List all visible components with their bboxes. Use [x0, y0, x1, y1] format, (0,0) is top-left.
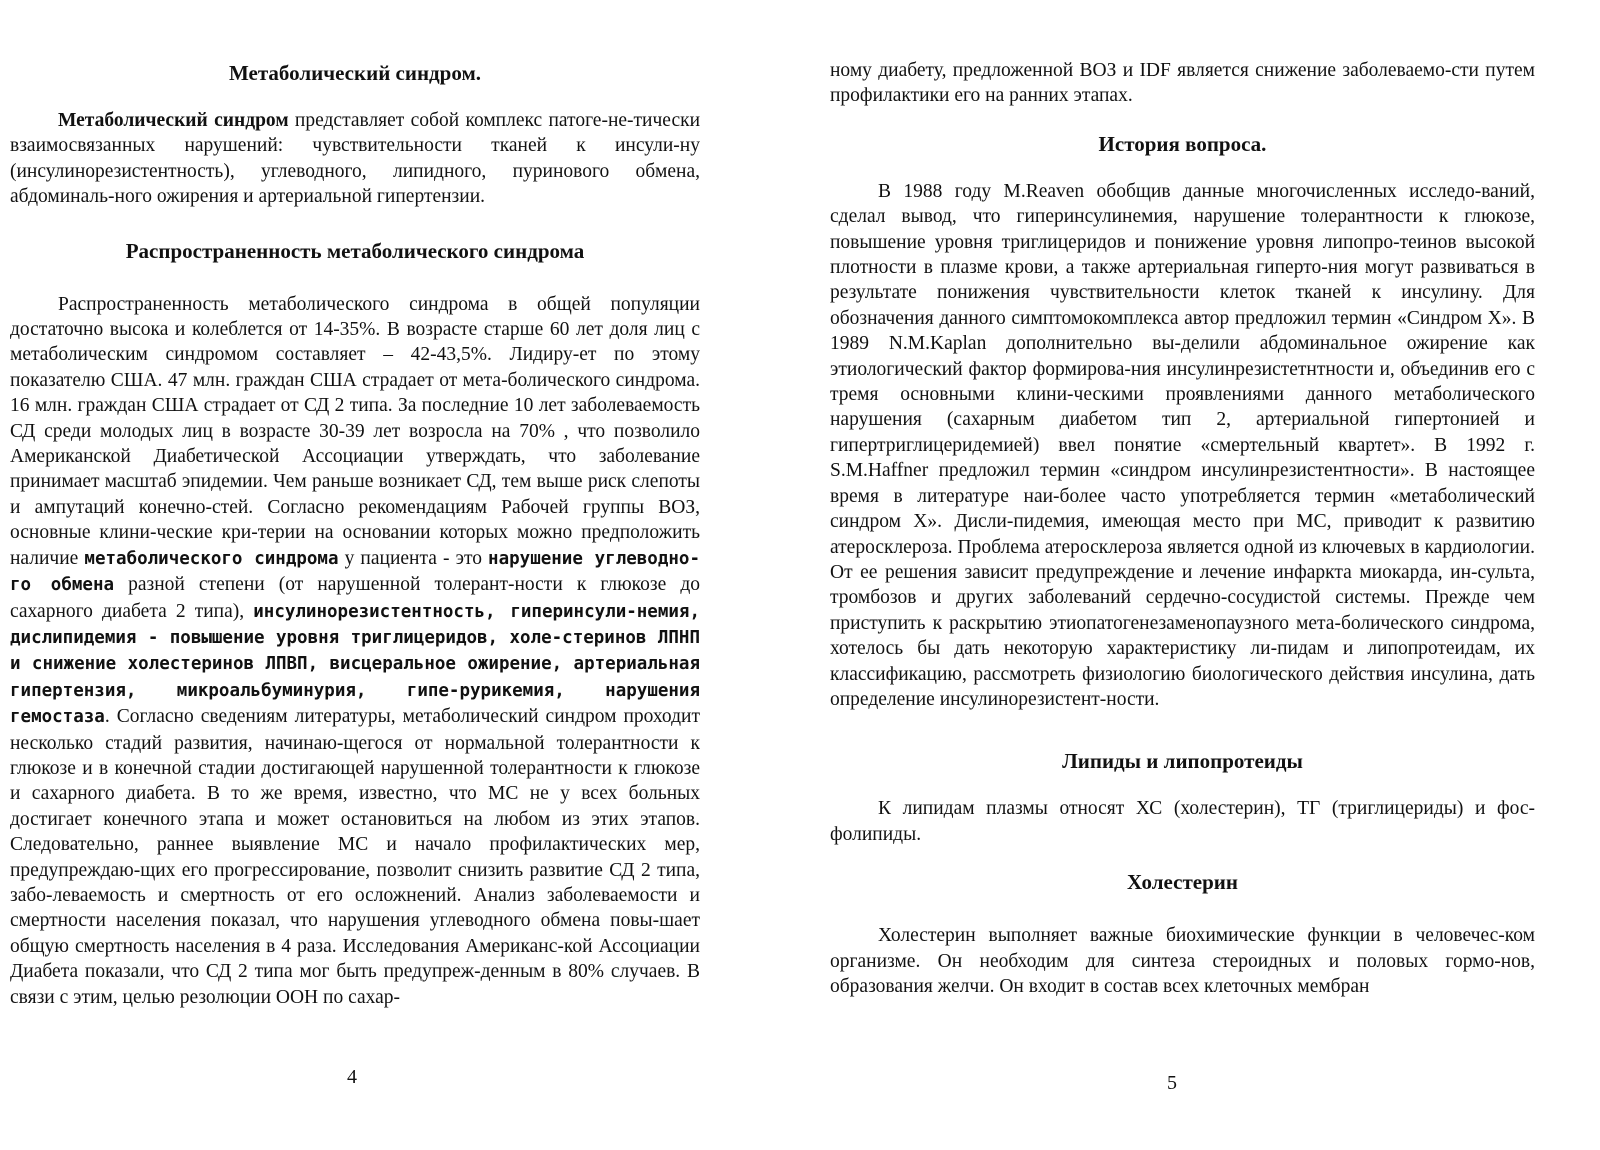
section-title-cholesterol: Холестерин	[1127, 870, 1238, 895]
paragraph-text: разной степени (от нарушенной толерант-ности к глюкозе до сахарного диабета 2 типа),	[10, 574, 701, 622]
paragraph-continuation: ному диабету, предложенной ВОЗ и IDF является снижение заболеваемо-сти путем профилактики его на ранних этапах.	[830, 60, 1535, 107]
paragraph-prevalence	[10, 292, 700, 1010]
bold-term: метаболического синдрома	[84, 548, 339, 569]
right-page	[830, 0, 1535, 1150]
section-title-prevalence: Распространенность метаболического синдрома	[125, 238, 585, 263]
bold-term: нарушение углеводно-го обмена	[10, 548, 700, 596]
term-bold: Метаболический синдром	[58, 110, 289, 131]
page-number: 5	[1167, 1072, 1177, 1094]
paragraph-text: Распространенность метаболического синдрома в общей популяции достаточно высока и колеблется от 14-35%. В возрасте старше 60 лет доля лиц с метаболическим синдромом составляет – 42-43,5%. Лидиру-ет по этому показателю США. 47 млн. граждан США страдает от мета-болического синдрома. 16 млн. граждан США страдает от СД 2 типа. За последние 10 лет заболеваемость СД среди молодых лиц в возрасте 30-39 лет возросла на 70% , что позволило Американской Диабетической Ассоциации утверждать, что заболевание принимает масштаб эпидемии. Чем раньше возникает СД, тем выше риск слепоты и ампутаций конечно-стей. Согласно рекомендациям Рабочей группы ВОЗ, основные клини-ческие кри-терии на основании которых можно предположить наличие	[10, 293, 700, 569]
section-title-history: История вопроса.	[1098, 131, 1267, 156]
page-number: 4	[347, 1066, 357, 1088]
paragraph-text: у пациента - это	[338, 547, 489, 569]
paragraph-definition	[10, 108, 700, 210]
paragraph-text: представляет собой комплекс патоге-не-тически взаимосвязанных нарушений: чувствительности тканей к инсули-ну (инсулинорезистентность), углеводного, липидного, пуринового обмена, абдоминаль-ного ожирения и артериальной гипертензии.	[10, 110, 701, 208]
left-page	[10, 0, 700, 1150]
bold-criteria-list: инсулинорезистентность, гиперинсули-немия, дислипидемия - повышение уровня триглицеридов, холе-стеринов ЛПНП и снижение холестеринов ЛПВП, висцеральное ожирение, артериальная гипертензия, микроальбуминурия, гипе-рурикемия, нарушения гемостаза	[10, 601, 700, 728]
section-title-metabolic-syndrome: Метаболический синдром.	[228, 61, 482, 85]
section-title-lipids: Липиды и липопротеиды	[1062, 749, 1303, 774]
paragraph-lipids: К липидам плазмы относят ХС (холестерин), ТГ (триглицериды) и фос-фолипиды.	[830, 798, 1535, 845]
paragraph-cholesterol: Холестерин выполняет важные биохимические функции в человечес-ком организме. Он необходим для синтеза стероидных и половых гормо-нов, образования желчи. Он входит в состав всех клеточных мембран	[830, 925, 1535, 997]
paragraph-history: В 1988 году M.Reaven обобщив данные многочисленных исследо-ваний, сделал вывод, что гиперинсулинемия, нарушение толерантности к глюкозе, повышение уровня триглицеридов и понижение уровня липопро-теинов высокой плотности в плазме крови, а также артериальная гиперто-ния могут развиваться в результате понижения чувствительности клеток тканей к инсулину. Для обозначения данного симптомокомплекса автор предложил термин «Синдром X». В 1989 N.M.Kaplan дополнительно вы-делили абдоминальное ожирение как этиологический фактор формирова-ния инсулинрезистетнтности и, объединив его с тремя основными клини-ческими проявлениями данного метаболического нарушения (сахарным диабетом тип 2, артериальной гипертонией и гипертриглицеридемией) ввел понятие «смертельный квартет». В 1992 г. S.M.Haffner предложил термин «синдром инсулинрезистентности». В настоящее время в литературе наи-более часто употребляется термин «метаболический синдром X». Дисли-пидемия, имеющая место при МС, приводит к развитию атеросклероза. Проблема атеросклероза является одной из ключевых в кардиологии. От ее решения зависит предупреждение и лечение инфаркта миокарда, ин-сульта, тромбозов и других заболеваний сердечно-сосудистой системы. Прежде чем приступить к раскрытию этиопатогенезаменопаузного мета-болического синдрома, хотелось бы дать некоторую характеристику ли-пидам и липопротеидам, их классификацию, рассмотреть физиологию биологического действия инсулина, дать определение инсулинорезистент-ности.	[830, 180, 1535, 710]
paragraph-text: . Согласно сведениям литературы, метаболический синдром проходит несколько стадий развития, начинаю-щегося от нормальной толерантности к глюкозе и в конечной стадии достигающей нарушенной толерантности к глюкозе и сахарного диабета. В то же время, известно, что МС не у всех больных достигает конечного этапа и может остановиться на любом из этих этапов. Следовательно, раннее выявление МС и начало профилактических мер, предупреждаю-щих его прогрессирование, позволит снизить развитие СД 2 типа, забо-леваемость и смертность от его осложнений. Анализ заболеваемости и смертности населения показал, что нарушения углеводного обмена повы-шает общую смертность населения в 4 раза. Исследования Американс-кой Ассоциации Диабета показали, что СД 2 типа мог быть предупреж-денным в 80% случаев. В связи с этим, целью резолюции ООН по сахар-	[10, 706, 700, 1008]
